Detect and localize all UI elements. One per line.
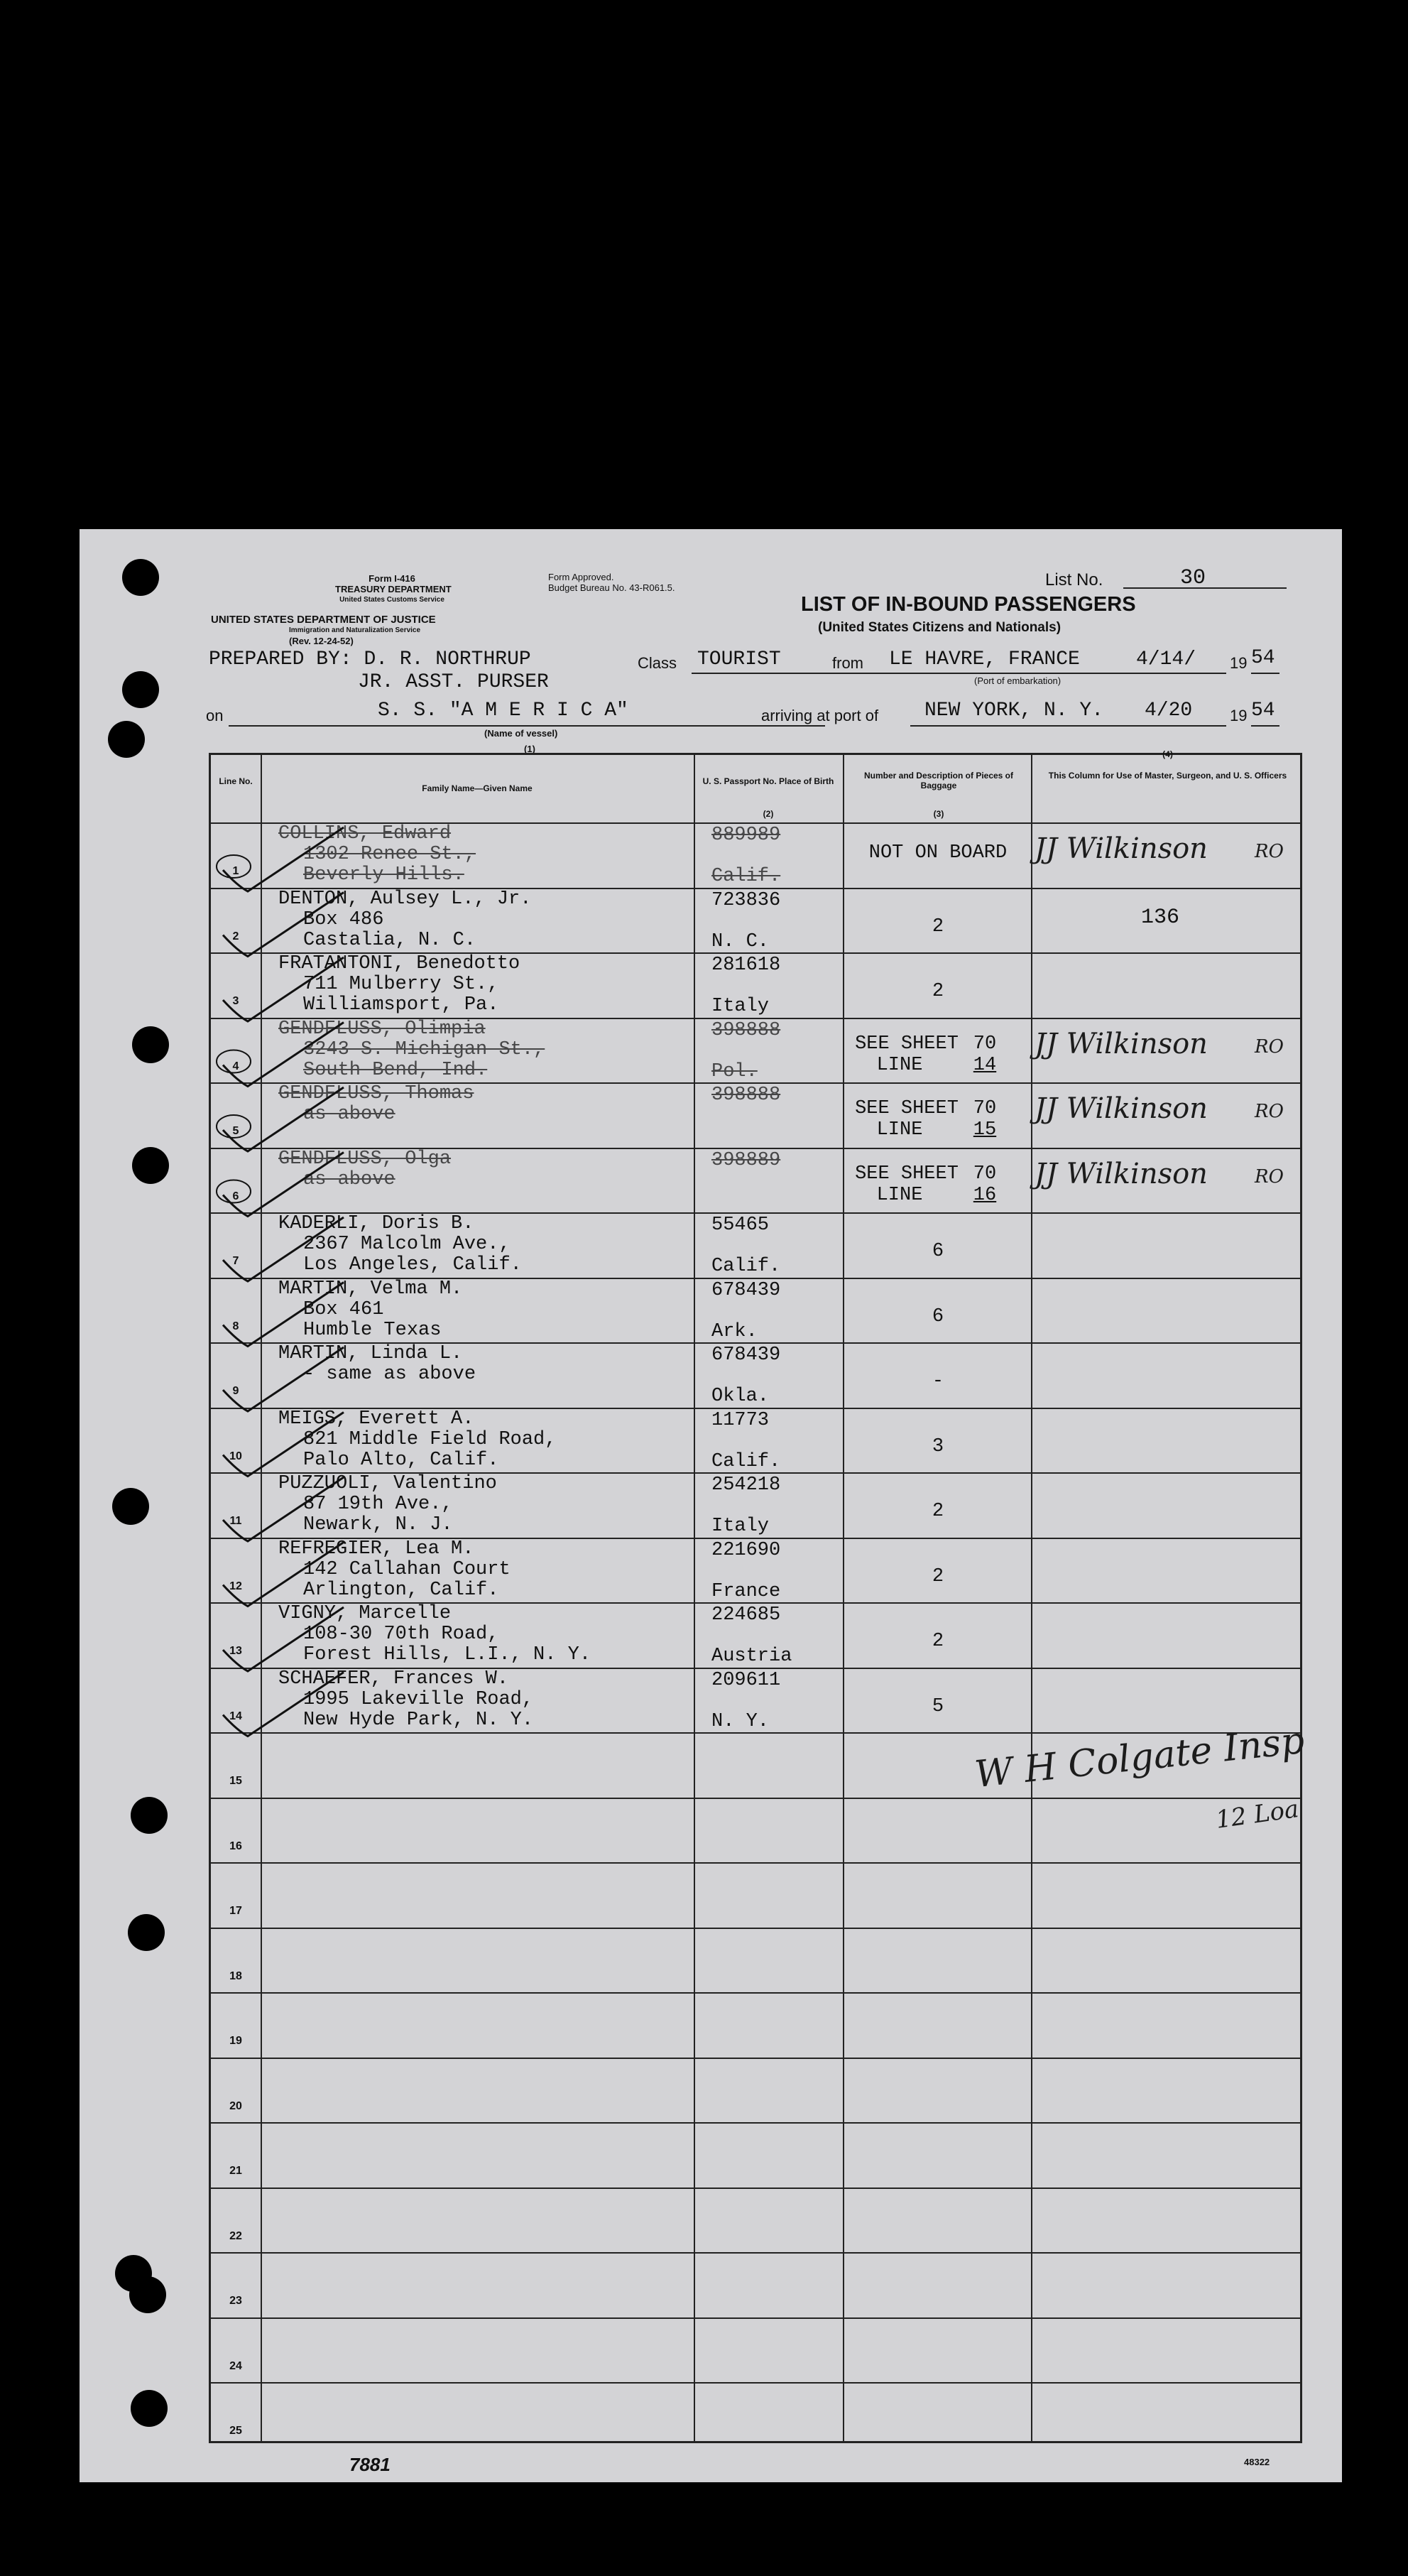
arriving-label: arriving at port of — [761, 707, 879, 724]
passenger-name-line: GENDFLUSS, Olga — [278, 1148, 452, 1170]
vessel-name: S. S. "A M E R I C A" — [378, 700, 628, 722]
inspector-count: 12 Loa — [1213, 1795, 1301, 1835]
line-number: 14 — [229, 1710, 242, 1722]
baggage-count: 6 — [932, 1241, 944, 1262]
passenger-name-line: GENDFLUSS, Olimpia — [278, 1018, 486, 1040]
form-number: Form I-416 — [369, 573, 415, 584]
year-prefix: 19 — [1230, 654, 1248, 672]
baggage-count: 2 — [932, 1631, 944, 1652]
treasury-dept: TREASURY DEPARTMENT — [335, 584, 452, 594]
passenger-name-line: 1302 Renee St., — [303, 844, 476, 865]
passenger-name-line: Newark, N. J. — [303, 1514, 453, 1536]
check-mark — [223, 1543, 344, 1607]
check-mark — [223, 1673, 344, 1737]
baggage-count: NOT ON BOARD — [868, 842, 1008, 864]
footer-left: 7881 — [349, 2454, 391, 2475]
check-mark — [223, 827, 344, 891]
officer-signature: JJ Wilkinson — [1035, 1092, 1208, 1125]
passenger-name-line: New Hyde Park, N. Y. — [303, 1709, 534, 1731]
baggage-count: 2 — [932, 915, 944, 938]
check-mark — [223, 1347, 344, 1411]
baggage-count: - — [932, 1371, 944, 1392]
line-number: 10 — [229, 1450, 242, 1462]
line-reference: 15 — [973, 1119, 997, 1141]
birth-place: Italy — [711, 1516, 770, 1537]
passport-number: 254218 — [711, 1474, 781, 1496]
birth-place: N. Y. — [711, 1710, 770, 1732]
line-number: 1 — [232, 865, 239, 877]
col-baggage-no: (3) — [933, 809, 944, 819]
birth-place: Austria — [711, 1646, 792, 1667]
manifest-page — [80, 529, 1342, 2482]
arrival-port: NEW YORK, N. Y. — [924, 700, 1104, 722]
passenger-name-line: Palo Alto, Calif. — [303, 1449, 499, 1471]
birth-place: Calif. — [711, 1256, 781, 1277]
passport-number: 11773 — [711, 1409, 770, 1431]
passenger-name-line: Castalia, N. C. — [303, 929, 476, 951]
birth-place: Calif. — [711, 866, 781, 887]
passport-number: 889989 — [711, 825, 781, 846]
line-reference: 14 — [973, 1054, 997, 1076]
line-reference: 16 — [973, 1184, 997, 1206]
vessel-col-no: (1) — [524, 744, 535, 754]
passport-number: 55465 — [711, 1214, 770, 1236]
circled-line-mark — [217, 1180, 251, 1203]
arrival-year: 54 — [1251, 700, 1275, 722]
page-title: LIST OF IN-BOUND PASSENGERS — [801, 593, 1136, 616]
passenger-name-line: as above — [303, 1168, 395, 1190]
passport-number: 678439 — [711, 1279, 781, 1301]
check-mark — [223, 1477, 344, 1541]
col-passport: U. S. Passport No. Place of Birth — [702, 776, 834, 786]
from-value: LE HAVRE, FRANCE — [889, 648, 1080, 670]
passport-number: 224685 — [711, 1604, 781, 1626]
sheet-number: 70 — [973, 1033, 997, 1055]
circled-line-mark — [217, 1050, 251, 1073]
see-line: LINE — [876, 1184, 923, 1206]
passenger-name-line: Williamsport, Pa. — [303, 994, 499, 1016]
col-baggage: Number and Description of Pieces of Baggage — [863, 771, 1014, 790]
line-number: 2 — [232, 930, 239, 942]
page-subtitle: (United States Citizens and Nationals) — [818, 620, 1062, 635]
passenger-name-line: Humble Texas — [303, 1319, 442, 1341]
arrival-date: 4/20 — [1145, 700, 1193, 722]
line-number: 12 — [229, 1580, 242, 1592]
passenger-name-line: 142 Callahan Court — [303, 1558, 511, 1580]
embark-year: 54 — [1251, 647, 1275, 669]
vessel-caption: (Name of vessel) — [484, 728, 558, 739]
circled-line-mark — [217, 855, 251, 878]
baggage-count: 6 — [932, 1305, 944, 1327]
check-mark — [223, 893, 344, 957]
baggage-count: 2 — [932, 1501, 944, 1522]
ins-name: Immigration and Naturalization Service — [289, 626, 421, 634]
passenger-name-line: GENDFLUSS, Thomas — [278, 1083, 474, 1104]
passport-number: 398888 — [711, 1085, 781, 1106]
prepared-by-title: JR. ASST. PURSER — [358, 671, 549, 693]
passport-number: 723836 — [711, 889, 781, 911]
passport-number: 281618 — [711, 955, 781, 976]
check-marks — [80, 529, 1342, 2482]
birth-place: Calif. — [711, 1450, 781, 1472]
passenger-name-line: Arlington, Calif. — [303, 1579, 499, 1601]
line-number: 5 — [232, 1125, 239, 1137]
class-value: TOURIST — [697, 648, 781, 670]
passenger-name-line: MEIGS, Everett A. — [278, 1408, 474, 1430]
line-number: 7 — [232, 1255, 239, 1267]
officer-signature: JJ Wilkinson — [1035, 1027, 1208, 1060]
baggage-count: 2 — [932, 1565, 944, 1587]
baggage-count: 2 — [932, 981, 944, 1002]
passenger-name-line: - same as above — [303, 1364, 476, 1385]
passenger-name-line: 2367 Malcolm Ave., — [303, 1234, 511, 1255]
passenger-name-line: Beverly Hills. — [303, 864, 464, 886]
col-officers: This Column for Use of Master, Surgeon, and U. S. Officers — [1048, 771, 1287, 781]
check-mark — [223, 957, 344, 1021]
list-no-label: List No. — [1045, 570, 1103, 589]
officer-suffix: RO — [1255, 1036, 1284, 1058]
line-number: 22 — [229, 2229, 242, 2242]
passenger-name-line: as above — [303, 1104, 395, 1125]
line-number: 13 — [229, 1645, 242, 1657]
line-number: 16 — [229, 1839, 242, 1852]
list-no: 30 — [1180, 566, 1206, 590]
line-number: 8 — [232, 1320, 239, 1332]
circled-line-mark — [217, 1115, 251, 1138]
prepared-by-name: D. R. NORTHRUP — [364, 648, 531, 670]
line-number: 6 — [232, 1190, 239, 1202]
col-name: Family Name—Given Name — [422, 783, 533, 793]
check-mark — [223, 1413, 344, 1477]
col-line-no: Line No. — [219, 776, 253, 786]
passport-number: 221690 — [711, 1539, 781, 1561]
col-officers-no: (4) — [1162, 749, 1173, 759]
port-caption: (Port of embarkation) — [974, 675, 1062, 686]
line-number: 19 — [229, 2035, 242, 2047]
arrival-year-prefix: 19 — [1230, 707, 1248, 724]
line-number: 11 — [229, 1515, 242, 1527]
see-sheet: SEE SHEET — [855, 1033, 959, 1055]
check-mark — [223, 1607, 344, 1671]
prepared-by-label: PREPARED BY: — [209, 648, 352, 670]
class-label: Class — [638, 654, 677, 672]
birth-place: Ark. — [711, 1320, 758, 1342]
embark-date: 4/14/ — [1136, 648, 1196, 670]
see-sheet: SEE SHEET — [855, 1098, 959, 1119]
birth-place: France — [711, 1580, 781, 1602]
check-mark — [223, 1153, 344, 1217]
baggage-count: 5 — [932, 1695, 944, 1717]
passenger-name-line: VIGNY, Marcelle — [278, 1603, 452, 1624]
line-number: 24 — [229, 2359, 242, 2372]
line-number: 23 — [229, 2295, 242, 2307]
passenger-name-line: 711 Mulberry St., — [303, 974, 499, 995]
passenger-name-line: Los Angeles, Calif. — [303, 1254, 522, 1276]
passenger-name-line: COLLINS, Edward — [278, 823, 452, 844]
birth-place: N. C. — [711, 930, 770, 952]
passenger-name-line: Box 486 — [303, 908, 384, 930]
line-number: 15 — [229, 1775, 242, 1787]
passenger-name-line: 821 Middle Field Road, — [303, 1428, 557, 1450]
inspector-signature: W H Colgate Insp — [973, 1719, 1306, 1797]
line-number: 9 — [232, 1385, 239, 1397]
line-number: 17 — [229, 1905, 242, 1917]
passport-number: 398889 — [711, 1149, 781, 1171]
from-label: from — [832, 654, 863, 672]
passenger-name-line: SCHAEFER, Frances W. — [278, 1668, 509, 1690]
passenger-name-line: MARTIN, Velma M. — [278, 1278, 463, 1300]
line-number: 3 — [232, 995, 239, 1007]
passenger-name-line: 108-30 70th Road, — [303, 1624, 499, 1645]
officer-suffix: RO — [1255, 1165, 1284, 1188]
justice-dept: UNITED STATES DEPARTMENT OF JUSTICE — [211, 614, 436, 626]
birth-place: Okla. — [711, 1386, 770, 1407]
footer-right: 48322 — [1244, 2457, 1270, 2467]
passenger-name-line: MARTIN, Linda L. — [278, 1343, 463, 1364]
passenger-name-line: 3243 S. Michigan St., — [303, 1038, 545, 1060]
passport-number: 398888 — [711, 1019, 781, 1041]
line-number: 4 — [232, 1060, 239, 1072]
officer-signature: JJ Wilkinson — [1035, 832, 1208, 865]
birth-place: Pol. — [711, 1060, 758, 1082]
see-sheet: SEE SHEET — [855, 1163, 959, 1185]
passenger-name-line: 1995 Lakeville Road, — [303, 1688, 534, 1710]
customs-service: United States Customs Service — [339, 596, 444, 604]
see-line: LINE — [876, 1119, 923, 1141]
passenger-name-line: South Bend, Ind. — [303, 1059, 488, 1081]
sheet-number: 70 — [973, 1163, 997, 1185]
birth-place: Italy — [711, 996, 770, 1017]
passenger-name-line: 87 19th Ave., — [303, 1494, 453, 1515]
passport-number: 678439 — [711, 1344, 781, 1366]
line-number: 20 — [229, 2099, 242, 2112]
passenger-name-line: KADERLI, Doris B. — [278, 1213, 474, 1234]
budget-bureau: Budget Bureau No. 43-R061.5. — [548, 582, 675, 593]
see-line: LINE — [876, 1054, 923, 1076]
officer-suffix: RO — [1255, 1101, 1284, 1122]
sheet-number: 70 — [973, 1098, 997, 1119]
col-passport-no: (2) — [763, 809, 774, 819]
passenger-name-line: Forest Hills, L.I., N. Y. — [303, 1644, 591, 1665]
revision: (Rev. 12-24-52) — [289, 636, 354, 646]
passenger-name-line: PUZZUOLI, Valentino — [278, 1473, 497, 1494]
form-approved: Form Approved. — [548, 572, 614, 582]
check-mark — [223, 1087, 344, 1151]
check-mark — [223, 1283, 344, 1347]
passenger-name-line: FRATANTONI, Benedotto — [278, 953, 520, 974]
line-number: 18 — [229, 1969, 242, 1982]
line-number: 21 — [229, 2165, 242, 2177]
officer-suffix: RO — [1255, 841, 1284, 862]
officer-note: 136 — [1141, 905, 1180, 930]
on-label: on — [206, 707, 224, 724]
passenger-name-line: DENTON, Aulsey L., Jr. — [278, 888, 532, 910]
check-mark — [223, 1217, 344, 1281]
baggage-count: 3 — [932, 1435, 944, 1457]
passenger-name-line: REFREGIER, Lea M. — [278, 1538, 474, 1560]
passport-number: 209611 — [711, 1669, 781, 1691]
officer-signature: JJ Wilkinson — [1035, 1157, 1208, 1190]
passenger-name-line: Box 461 — [303, 1298, 384, 1320]
check-mark — [223, 1023, 344, 1087]
line-number: 25 — [229, 2425, 242, 2437]
